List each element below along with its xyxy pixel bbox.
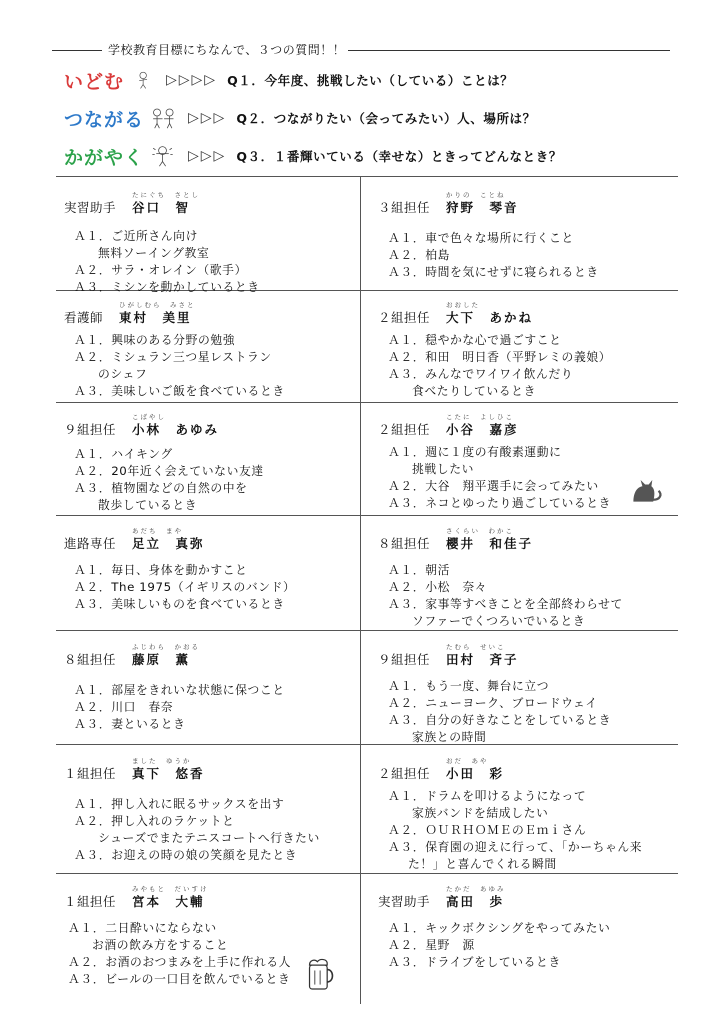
answer-3-cont: た！」と喜んでくれる瞬間 [408,857,557,871]
answer-2: Ａ２．The 1975（イギリスのバンド） [74,580,296,594]
staff-card [64,301,364,400]
answer-3: Ａ３．自分の好きなことをしているとき [388,713,612,727]
answer-3-cont: 散歩しているとき [98,498,198,512]
grid-rule [56,515,678,516]
answer-3: Ａ３．家事等すべきことを全部終わらせて [388,597,623,611]
name-ruby: あだち まや [132,527,184,535]
answer-1: Ａ１．車で色々な場所に行くこと [388,231,574,245]
answer-1: Ａ１．興味のある分野の勉強 [74,333,236,347]
staff-name: さくらい わかこ 櫻井 和佳子 [446,527,534,551]
answer-2: Ａ２．柏島 [388,248,450,262]
theme-row-tsunagaru [64,104,536,132]
answer-3: Ａ３．みんなでワイワイ飲んだり [388,367,574,381]
answer-list [74,562,364,613]
staff-role: １組担任 [64,894,117,909]
shining-figure-icon [150,142,186,170]
answer-list [388,332,678,400]
staff-card [64,643,364,733]
answer-1: Ａ１．ご近所さん向け [74,229,198,243]
name-ruby: ひがしむら みさと [119,301,196,309]
staff-name: たにぐち さとし 谷口 智 [132,191,201,215]
answer-list [388,920,678,971]
answer-list [74,332,364,400]
staff-card [64,757,364,864]
answer-1-cont: 挑戦したい [412,462,474,476]
name-ruby: みやもと だいすけ [132,885,209,893]
answer-2: Ａ２．大谷 翔平選手に会ってみたい [388,479,599,493]
answer-3: Ａ３．保育園の迎えに行って、「かーちゃん来 [388,840,643,854]
page-title: 学校教育目標にちなんで、３つの質問！！ [108,43,346,57]
header-rule-left [52,50,102,51]
staff-name: たかだ あゆみ 高田 歩 [446,885,506,909]
answer-2-cont: のシェフ [98,367,148,381]
answer-1: Ａ１．二日酔いにならない [68,921,217,935]
staff-role: 実習助手 [378,894,431,909]
staff-name-line [378,301,678,326]
theme-word-idomu: いどむ [64,70,125,93]
name-ruby: こばやし [132,413,167,421]
answer-3: Ａ３．ミシンを動かしているとき [74,280,260,294]
answer-list [74,228,364,296]
grid-rule [56,873,678,874]
staff-role: ８組担任 [378,536,431,551]
staff-name: おおした 大下 あかね [446,301,534,325]
staff-name-line [64,885,364,910]
two-people-figure-icon [150,104,186,132]
answer-2: Ａ２．20年近く会えていない友達 [74,464,264,478]
staff-name-line [64,301,364,326]
staff-card [378,885,678,971]
question-2: Q２．つながりたい（会ってみたい）人、場所は？ [236,111,536,126]
answer-list [388,678,678,746]
answer-1: Ａ１．押し入れに眠るサックスを出す [74,797,285,811]
staff-name-line [64,191,364,216]
staff-name: ふじわら かおる 藤原 薫 [132,643,201,667]
staff-card [64,413,364,514]
staff-name: みやもと だいすけ 宮本 大輔 [132,885,209,909]
answer-1: Ａ１．毎日、身体を動かすこと [74,563,248,577]
answer-list [74,446,364,514]
answer-1: Ａ１．朝活 [388,563,450,577]
header-rule-right [348,50,670,51]
answer-2: Ａ２．お酒のおつまみを上手に作れる人 [68,955,292,969]
answer-3: Ａ３．妻といるとき [74,717,186,731]
answer-1: Ａ１．もう一度、舞台に立つ [388,679,550,693]
answer-3-cont: ソファーでくつろいでいるとき [412,614,586,628]
arrow-triangles: ▷▷▷ [188,148,227,164]
staff-name-line [378,413,678,438]
name-ruby: たむら せいこ [446,643,506,651]
name-ruby: おおした [446,301,481,309]
name-ruby: ふじわら かおる [132,643,201,651]
staff-name: ました ゆうか 真下 悠香 [132,757,205,781]
staff-name: ひがしむら みさと 東村 美里 [119,301,196,325]
name-ruby: おだ あや [446,757,489,765]
staff-role: ３組担任 [378,200,431,215]
staff-role: ２組担任 [378,422,431,437]
answer-1-cont: 家族バンドを結成したい [412,806,549,820]
answer-1: Ａ１．ハイキング [74,447,173,461]
staff-card [64,527,364,613]
question-1: Q１．今年度、挑戦したい（している）ことは？ [227,73,514,88]
staff-name-line [378,527,678,552]
answer-2: Ａ２．ミシュラン三つ星レストラン [74,350,272,364]
staff-role: ９組担任 [64,422,117,437]
arrow-triangles: ▷▷▷▷ [166,72,218,88]
staff-role: ８組担任 [64,652,117,667]
staff-name-line [378,885,678,910]
answer-1-cont: 無料ソーイング教室 [98,246,210,260]
answers-grid [56,176,678,1004]
answer-3: Ａ３．ネコとゆったり過ごしているとき [388,496,612,510]
answer-1: Ａ１．週に１度の有酸素運動に [388,445,562,459]
staff-role: 看護師 [64,310,104,325]
theme-word-tsunagaru: つながる [64,108,145,131]
arrow-triangles: ▷▷▷ [188,110,227,126]
staff-name: こばやし 小林 あゆみ [132,413,220,437]
answer-1: Ａ１．部屋をきれいな状態に保つこと [74,683,285,697]
staff-name: かりの ことね 狩野 琴音 [446,191,519,215]
answer-2: Ａ２．小松 奈々 [388,580,488,594]
answer-2: Ａ２．星野 源 [388,938,475,952]
answer-3: Ａ３．時間を気にせずに寝られるとき [388,265,599,279]
answer-3: Ａ３．お迎えの時の娘の笑顔を見たとき [74,848,298,862]
staff-card [378,757,678,873]
answer-2: Ａ２．和田 明日香（平野レミの義娘） [388,350,612,364]
answer-list [388,788,678,873]
answer-3: Ａ３．ビールの一口目を飲んでいるとき [68,972,291,986]
staff-name-line [64,413,364,438]
staff-role: １組担任 [64,766,117,781]
answer-3: Ａ３．植物園などの自然の中を [74,481,248,495]
staff-name-line [378,643,678,668]
grid-rule [56,630,678,631]
staff-name-line [378,191,678,216]
answer-1: Ａ１．キックボクシングをやってみたい [388,921,611,935]
answer-3: Ａ３．ドライブをしているとき [388,955,561,969]
answer-2: Ａ２．押し入れのラケットと [74,814,235,828]
theme-row-idomu [64,66,513,94]
name-ruby: こたに よしひこ [446,413,515,421]
staff-card [378,191,678,281]
staff-role: 進路専任 [64,536,117,551]
person-figure-icon [134,66,164,94]
staff-name-line [64,757,364,782]
answer-list [388,562,678,630]
answer-3: Ａ３．美味しいご飯を食べているとき [74,384,285,398]
beer-mug-icon [306,956,336,992]
theme-word-kagayaku: かがやく [64,146,145,169]
staff-card [378,301,678,400]
answer-2: Ａ２．ＯＵＲＨＯＭＥのＥｍｉさん [388,823,587,837]
name-ruby: かりの ことね [446,191,506,199]
name-ruby: たかだ あゆみ [446,885,506,893]
answer-list [74,682,364,733]
answer-2: Ａ２．ニューヨーク、ブロードウェイ [388,696,598,710]
name-ruby: たにぐち さとし [132,191,201,199]
staff-card [64,191,364,296]
question-3: Q３．１番輝いている（幸せな）ときってどんなとき？ [236,149,562,164]
staff-role: ２組担任 [378,766,431,781]
answer-2: Ａ２．川口 春奈 [74,700,174,714]
answer-list [74,796,364,864]
answer-3: Ａ３．美味しいものを食べているとき [74,597,285,611]
name-ruby: さくらい わかこ [446,527,515,535]
staff-role: ２組担任 [378,310,431,325]
answer-1: Ａ１．ドラムを叩けるようになって [388,789,587,803]
staff-role: ９組担任 [378,652,431,667]
staff-name: こたに よしひこ 小谷 嘉彦 [446,413,519,437]
staff-card [378,643,678,746]
answer-1: Ａ１．穏やかな心で過ごすこと [388,333,562,347]
staff-name: たむら せいこ 田村 斉子 [446,643,519,667]
staff-name-line [64,527,364,552]
staff-name-line [378,757,678,782]
cat-icon [628,474,664,504]
name-ruby: ました ゆうか [132,757,192,765]
answer-list [388,230,678,281]
answer-2-cont: シューズでまたテニスコートへ行きたい [98,831,320,845]
answer-3-cont: 食べたりしているとき [412,384,536,398]
grid-rule [56,176,678,177]
grid-rule [56,402,678,403]
staff-name: あだち まや 足立 真弥 [132,527,205,551]
theme-row-kagayaku [64,142,562,170]
staff-role: 実習助手 [64,200,117,215]
answer-2: Ａ２．サラ・オレイン（歌手） [74,263,247,277]
answer-3-cont: 家族との時間 [412,730,487,744]
staff-name: おだ あや 小田 彩 [446,757,505,781]
staff-name-line [64,643,364,668]
answer-1-cont: お酒の飲み方をすること [92,938,229,952]
staff-card [378,527,678,630]
